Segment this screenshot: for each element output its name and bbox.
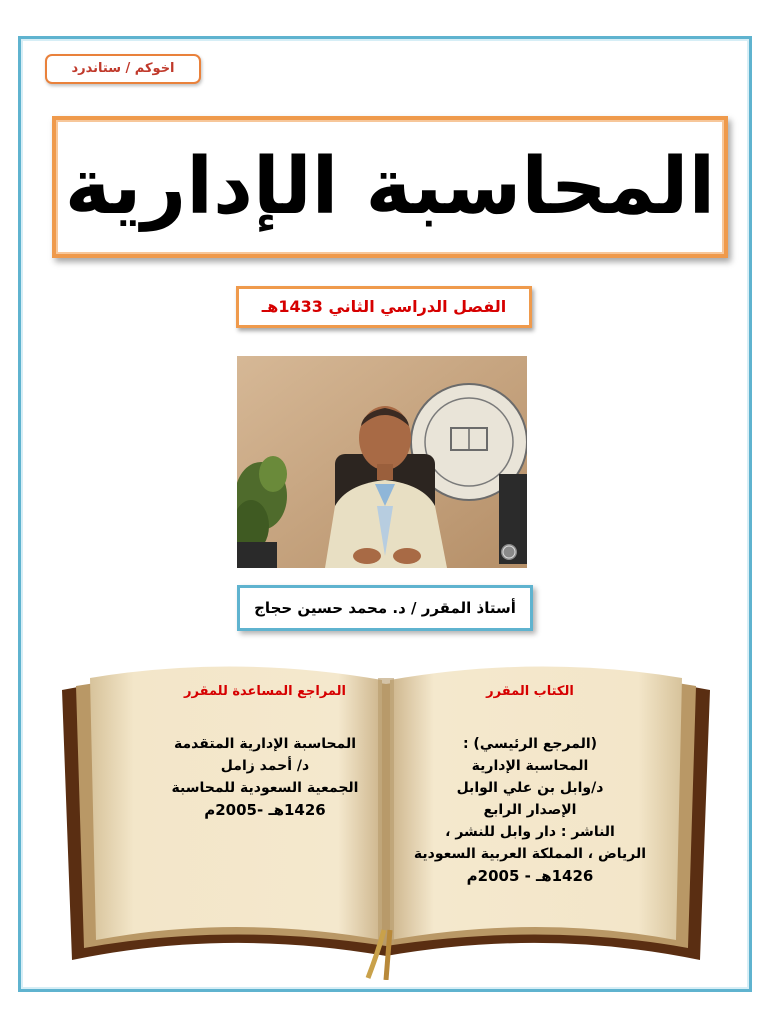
supporting-references: [150, 684, 380, 821]
course-book-line: (المرجع الرئيسي) :: [462, 736, 598, 752]
instructor-label: أستاذ المقرر / د. محمد حسين حجاج: [237, 585, 533, 631]
page-title: المحاسبة الإدارية: [64, 142, 716, 232]
course-book-line: 1426هـ - 2005م: [466, 867, 594, 885]
title-box: [52, 116, 728, 258]
supporting-references-heading: المراجع المساعدة للمقرر: [184, 684, 346, 699]
course-book-line: الرياض ، المملكة العربية السعودية: [413, 846, 647, 862]
supporting-reference-line: الجمعية السعودية للمحاسبة: [171, 780, 359, 796]
supporting-reference-line: 1426هـ -2005م: [204, 801, 326, 819]
course-book-line: د/وابل بن علي الوابل: [456, 780, 604, 796]
instructor-photo: [237, 356, 527, 568]
supporting-reference-line: د/ أحمد زامل: [220, 758, 310, 774]
instructor-photo-illustration: [237, 356, 527, 568]
course-book-line: الإصدار الرابع: [483, 802, 577, 818]
course-book-line: الناشر : دار وابل للنشر ،: [445, 824, 615, 840]
supporting-reference-line: المحاسبة الإدارية المتقدمة: [174, 736, 356, 752]
course-book: [410, 684, 650, 887]
course-book-heading: الكتاب المقرر: [486, 684, 574, 699]
semester-label: الفصل الدراسي الثاني 1433هـ: [236, 286, 532, 328]
course-book-line: المحاسبة الإدارية: [471, 758, 589, 774]
author-tag: اخوكم / ستاندرد: [45, 54, 201, 84]
